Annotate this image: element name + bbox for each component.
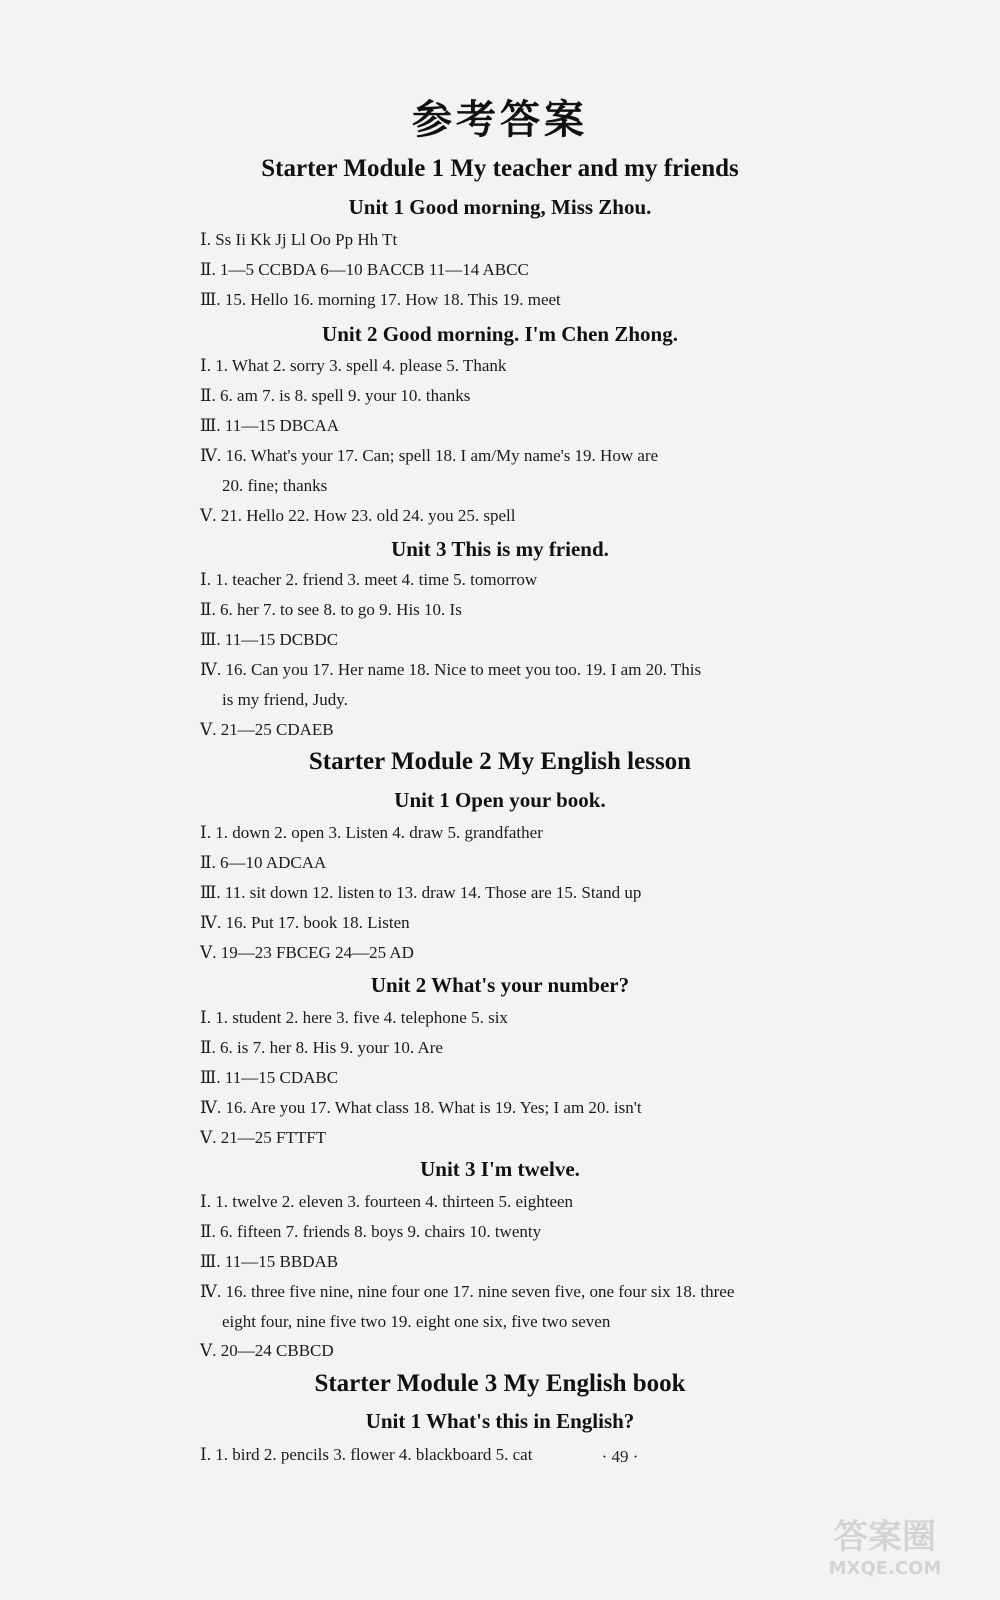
unit-heading: Unit 3 This is my friend. xyxy=(391,537,609,561)
watermark-mark: 答案圈 xyxy=(834,1517,936,1557)
answer-line: Ⅲ. 11—15 BBDAB xyxy=(200,1252,339,1271)
answer-line: Ⅰ. Ss Ii Kk Jj Ll Oo Pp Hh Tt xyxy=(200,230,398,249)
answer-line: Ⅴ. 21—25 FTTFT xyxy=(200,1128,327,1147)
answer-line: Ⅰ. 1. bird 2. pencils 3. flower 4. blackboard 5. cat xyxy=(200,1445,533,1464)
answer-line: Ⅴ. 21. Hello 22. How 23. old 24. you 25. spell xyxy=(200,506,516,525)
answer-line: Ⅳ. 16. Can you 17. Her name 18. Nice to meet you too. 19. I am 20. This xyxy=(200,660,702,679)
answer-line: 20. fine; thanks xyxy=(222,476,328,495)
answer-line: eight four, nine five two 19. eight one six, five two seven xyxy=(222,1312,611,1331)
module-heading: Starter Module 3 My English book xyxy=(314,1370,686,1397)
answer-line: Ⅰ. 1. What 2. sorry 3. spell 4. please 5. Thank xyxy=(200,356,507,375)
module-heading: Starter Module 2 My English lesson xyxy=(308,748,692,775)
unit-heading: Unit 1 Open your book. xyxy=(394,788,606,812)
watermark-logo xyxy=(800,1512,970,1582)
page-number: · 49 · xyxy=(601,1447,639,1466)
answer-line: is my friend, Judy. xyxy=(222,690,348,709)
unit-heading: Unit 1 Good morning, Miss Zhou. xyxy=(348,195,652,219)
answer-line: Ⅰ. 1. down 2. open 3. Listen 4. draw 5. grandfather xyxy=(200,823,543,842)
answer-line: Ⅱ. 6. her 7. to see 8. to go 9. His 10. Is xyxy=(200,600,462,619)
answer-line: Ⅳ. 16. three five nine, nine four one 17. nine seven five, one four six 18. three xyxy=(200,1282,735,1301)
answer-line: Ⅳ. 16. Put 17. book 18. Listen xyxy=(200,913,410,932)
answer-line: Ⅲ. 11—15 CDABC xyxy=(200,1068,339,1087)
unit-heading: Unit 2 Good morning. I'm Chen Zhong. xyxy=(322,322,678,346)
answer-line: Ⅰ. 1. twelve 2. eleven 3. fourteen 4. thirteen 5. eighteen xyxy=(200,1192,574,1211)
answer-line: Ⅳ. 16. What's your 17. Can; spell 18. I am/My name's 19. How are xyxy=(200,446,659,465)
unit-heading: Unit 3 I'm twelve. xyxy=(420,1157,580,1181)
answer-line: Ⅱ. 1—5 CCBDA 6—10 BACCB 11—14 ABCC xyxy=(200,260,529,279)
answer-line: Ⅴ. 19—23 FBCEG 24—25 AD xyxy=(200,943,414,962)
answer-line: Ⅲ. 11—15 DCBDC xyxy=(200,630,339,649)
answer-line: Ⅲ. 15. Hello 16. morning 17. How 18. This 19. meet xyxy=(200,290,561,309)
answer-line: Ⅴ. 21—25 CDAEB xyxy=(200,720,334,739)
unit-heading: Unit 1 What's this in English? xyxy=(365,1409,635,1433)
answer-line: Ⅴ. 20—24 CBBCD xyxy=(200,1341,334,1360)
module-heading: Starter Module 1 My teacher and my friends xyxy=(261,155,739,182)
answer-line: Ⅰ. 1. teacher 2. friend 3. meet 4. time 5. tomorrow xyxy=(200,570,538,589)
unit-heading: Unit 2 What's your number? xyxy=(370,973,630,997)
answer-line: Ⅳ. 16. Are you 17. What class 18. What is 19. Yes; I am 20. isn't xyxy=(200,1098,642,1117)
answer-line: Ⅱ. 6. am 7. is 8. spell 9. your 10. thanks xyxy=(200,386,471,405)
answer-line: Ⅱ. 6—10 ADCAA xyxy=(200,853,327,872)
answer-line: Ⅰ. 1. student 2. here 3. five 4. telephone 5. six xyxy=(200,1008,508,1027)
watermark-site: MXQE.COM xyxy=(828,1558,942,1579)
answer-line: Ⅲ. 11—15 DBCAA xyxy=(200,416,340,435)
answer-line: Ⅲ. 11. sit down 12. listen to 13. draw 14. Those are 15. Stand up xyxy=(200,883,642,902)
answer-line: Ⅱ. 6. is 7. her 8. His 9. your 10. Are xyxy=(200,1038,443,1057)
page-title: 参考答案 xyxy=(412,97,588,143)
answer-line: Ⅱ. 6. fifteen 7. friends 8. boys 9. chairs 10. twenty xyxy=(200,1222,542,1241)
